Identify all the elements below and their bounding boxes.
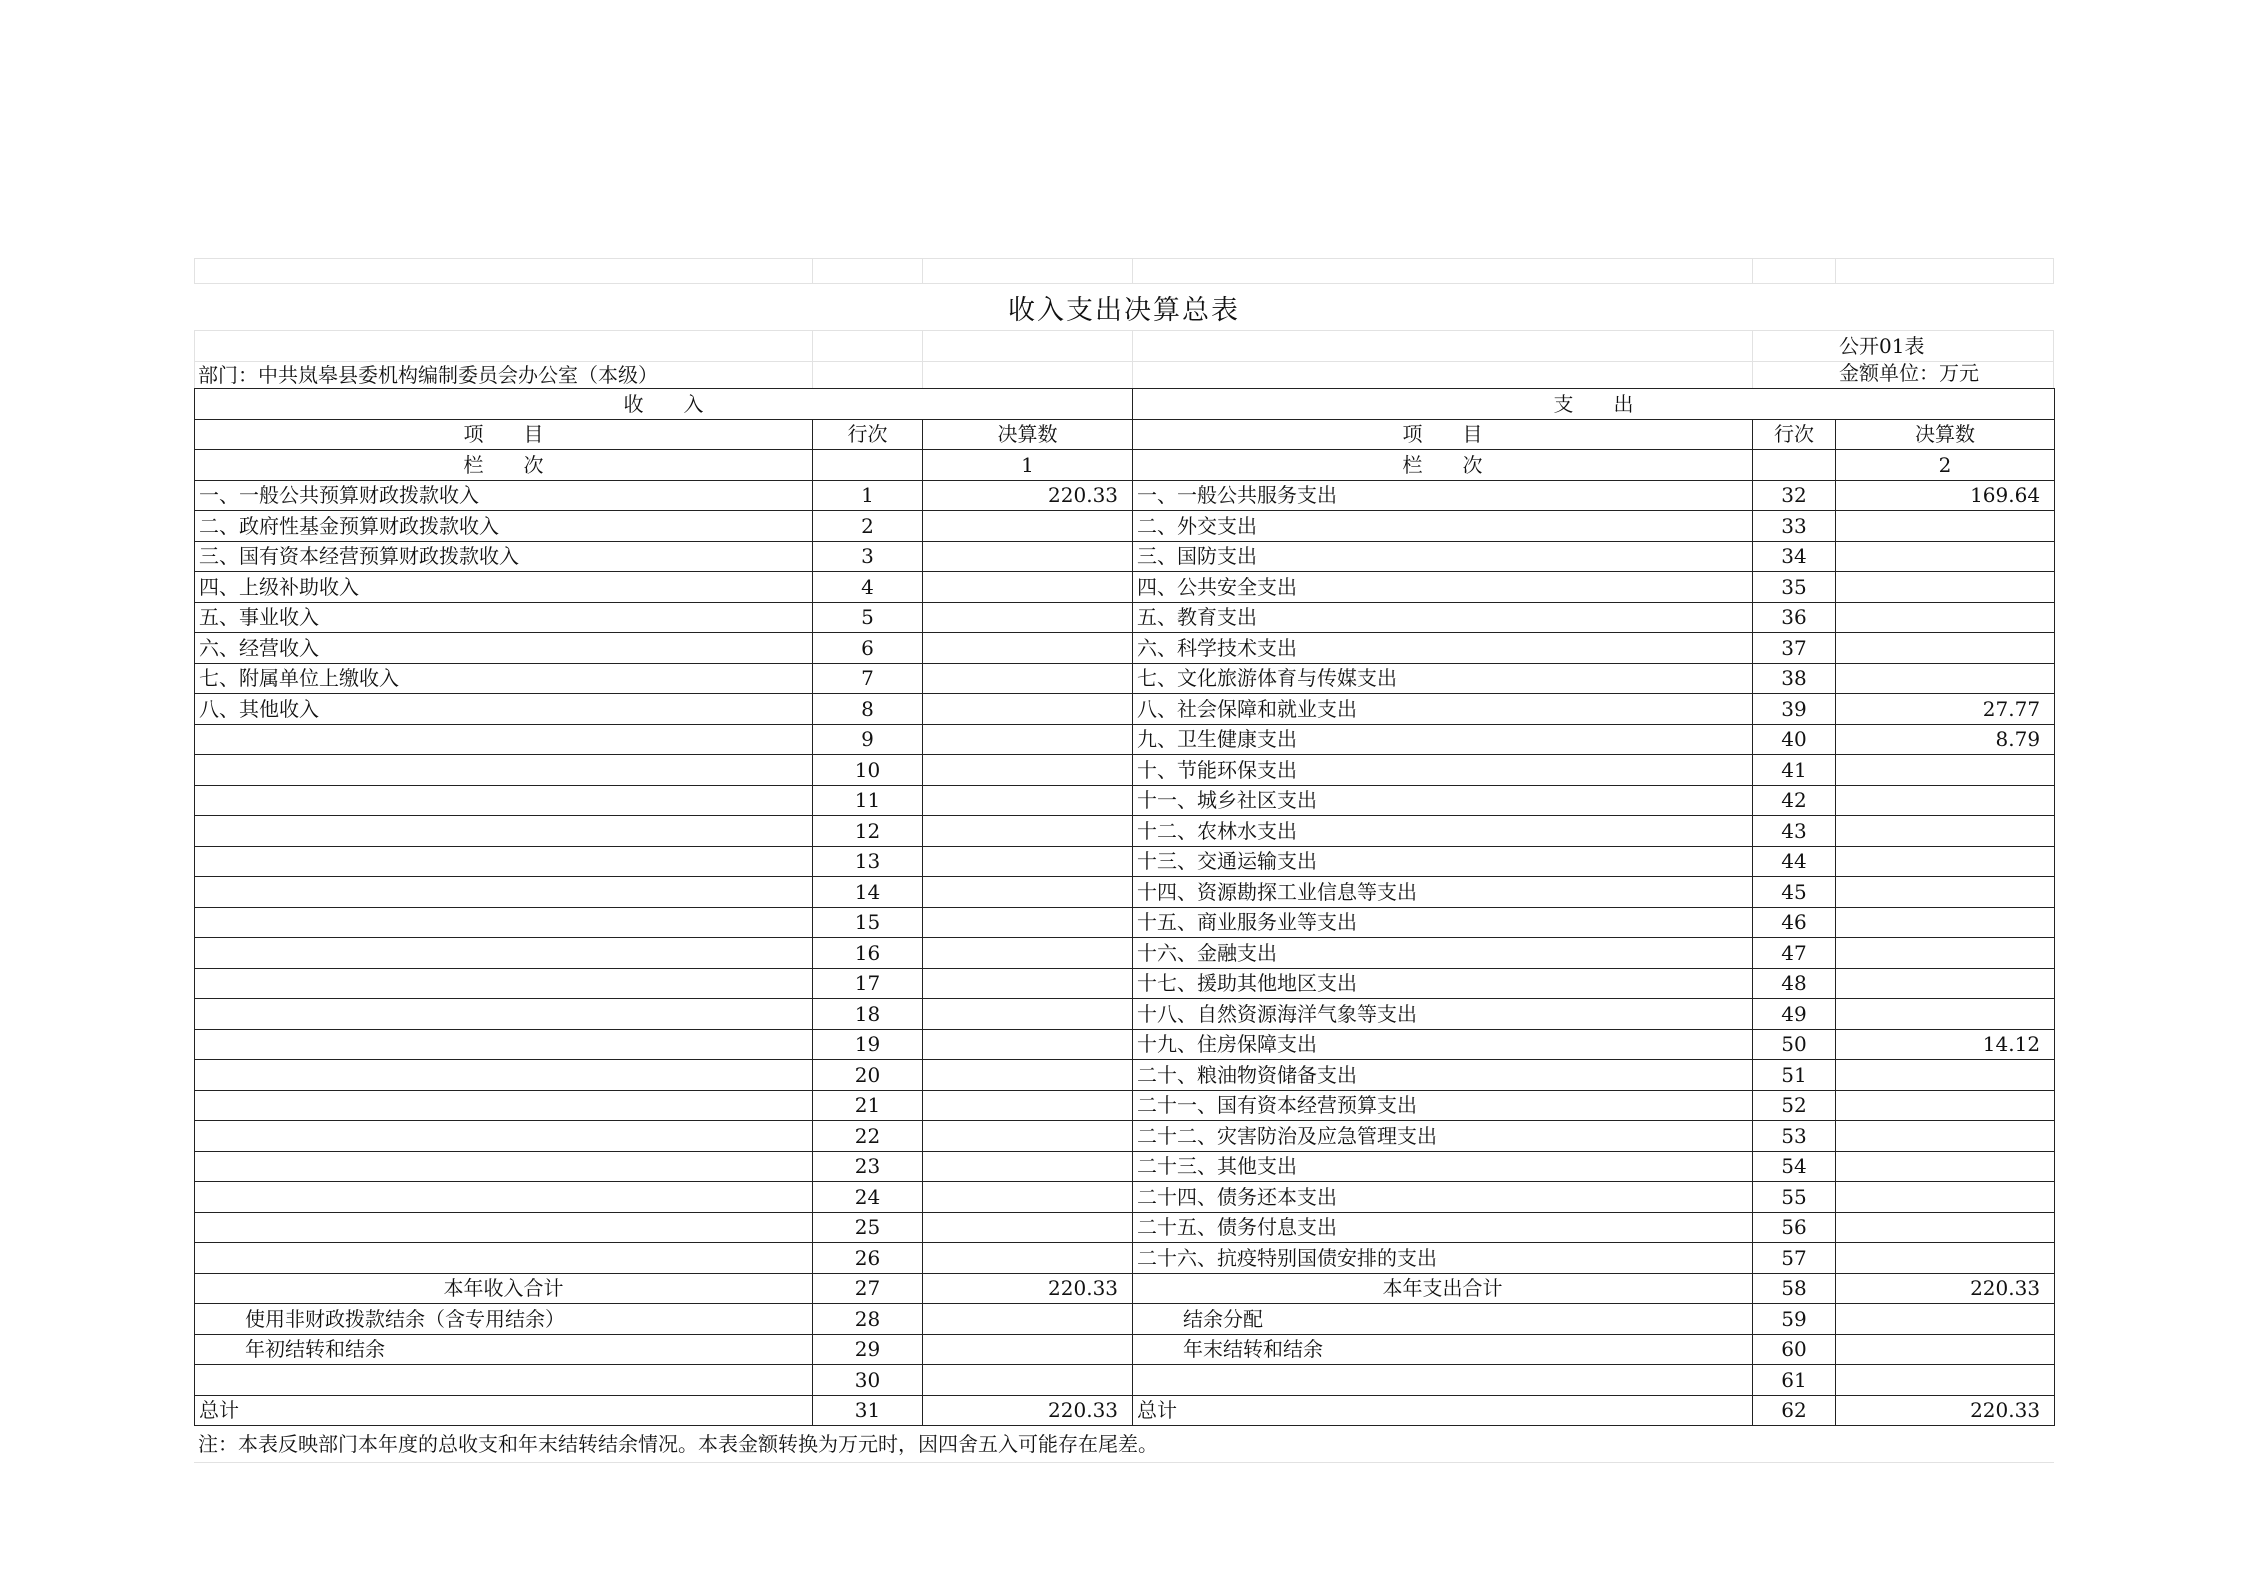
expense-amount bbox=[1836, 663, 2055, 694]
expense-item-name: 七、文化旅游体育与传媒支出 bbox=[1133, 663, 1753, 694]
income-row-number: 15 bbox=[813, 907, 923, 938]
expense-amount bbox=[1836, 877, 2055, 908]
column-header-row bbox=[195, 419, 2055, 450]
income-amount bbox=[923, 816, 1133, 847]
table-row bbox=[195, 663, 2055, 694]
expense-item-name: 十三、交通运输支出 bbox=[1133, 846, 1753, 877]
table-row bbox=[195, 724, 2055, 755]
table-row bbox=[195, 938, 2055, 969]
income-item-name bbox=[195, 938, 813, 969]
table-row bbox=[195, 480, 2055, 511]
table-row bbox=[195, 572, 2055, 603]
income-row-number: 13 bbox=[813, 846, 923, 877]
income-item-name bbox=[195, 724, 813, 755]
blank-top-row bbox=[194, 258, 2054, 283]
expense-row-number: 41 bbox=[1753, 755, 1836, 786]
income-amount bbox=[923, 541, 1133, 572]
income-amount bbox=[923, 1334, 1133, 1365]
income-item-name: 一、一般公共预算财政拨款收入 bbox=[195, 480, 813, 511]
expense-row-number: 34 bbox=[1753, 541, 1836, 572]
income-amount bbox=[923, 1060, 1133, 1091]
income-item-name: 二、政府性基金预算财政拨款收入 bbox=[195, 511, 813, 542]
income-amount bbox=[923, 1212, 1133, 1243]
expense-amount: 220.33 bbox=[1836, 1395, 2055, 1426]
expense-row-number: 36 bbox=[1753, 602, 1836, 633]
expense-row-number: 42 bbox=[1753, 785, 1836, 816]
income-item-name: 本年收入合计 bbox=[195, 1273, 813, 1304]
expense-row-number: 48 bbox=[1753, 968, 1836, 999]
income-row-number: 8 bbox=[813, 694, 923, 725]
table-row bbox=[195, 1060, 2055, 1091]
expense-item-name: 十九、住房保障支出 bbox=[1133, 1029, 1753, 1060]
income-row-number: 29 bbox=[813, 1334, 923, 1365]
expense-amount bbox=[1836, 907, 2055, 938]
expense-amount bbox=[1836, 785, 2055, 816]
expense-row-number: 45 bbox=[1753, 877, 1836, 908]
income-row-number: 31 bbox=[813, 1395, 923, 1426]
table-row bbox=[195, 602, 2055, 633]
expense-amount bbox=[1836, 1090, 2055, 1121]
expense-item-name: 二十二、灾害防治及应急管理支出 bbox=[1133, 1121, 1753, 1152]
expense-row-number: 40 bbox=[1753, 724, 1836, 755]
expense-item-name: 年末结转和结余 bbox=[1133, 1334, 1753, 1365]
table-row bbox=[195, 1273, 2055, 1304]
income-amount bbox=[923, 1243, 1133, 1274]
expense-amount bbox=[1836, 846, 2055, 877]
income-row-number: 7 bbox=[813, 663, 923, 694]
expense-amount bbox=[1836, 1121, 2055, 1152]
expense-column-number: 2 bbox=[1836, 450, 2055, 481]
table-row bbox=[195, 968, 2055, 999]
expense-item-name: 十七、援助其他地区支出 bbox=[1133, 968, 1753, 999]
expense-item-name: 二十五、债务付息支出 bbox=[1133, 1212, 1753, 1243]
expense-section-header: 支 出 bbox=[1133, 389, 2055, 420]
table-row bbox=[195, 541, 2055, 572]
table-row bbox=[195, 755, 2055, 786]
expense-row-number: 46 bbox=[1753, 907, 1836, 938]
expense-amount bbox=[1836, 572, 2055, 603]
department-label: 部门：中共岚皋县委机构编制委员会办公室（本级） bbox=[198, 363, 658, 387]
table-row bbox=[195, 1395, 2055, 1426]
table-row bbox=[195, 511, 2055, 542]
income-row-number: 10 bbox=[813, 755, 923, 786]
expense-item-name: 六、科学技术支出 bbox=[1133, 633, 1753, 664]
income-item-name bbox=[195, 1365, 813, 1396]
expense-amount bbox=[1836, 1212, 2055, 1243]
income-row-number: 18 bbox=[813, 999, 923, 1030]
expense-amount bbox=[1836, 999, 2055, 1030]
expense-item-name: 十二、农林水支出 bbox=[1133, 816, 1753, 847]
form-code: 公开01表 bbox=[1839, 334, 1925, 358]
income-item-name bbox=[195, 1212, 813, 1243]
expense-row-number: 44 bbox=[1753, 846, 1836, 877]
report-sheet bbox=[194, 258, 2054, 1463]
expense-item-name: 二、外交支出 bbox=[1133, 511, 1753, 542]
expense-item-name: 十五、商业服务业等支出 bbox=[1133, 907, 1753, 938]
income-row-number: 16 bbox=[813, 938, 923, 969]
income-amount bbox=[923, 846, 1133, 877]
income-amount bbox=[923, 633, 1133, 664]
income-item-name: 六、经营收入 bbox=[195, 633, 813, 664]
expense-amount bbox=[1836, 633, 2055, 664]
expense-row-number: 54 bbox=[1753, 1151, 1836, 1182]
expense-row-number: 52 bbox=[1753, 1090, 1836, 1121]
expense-row-number: 47 bbox=[1753, 938, 1836, 969]
income-row-number: 2 bbox=[813, 511, 923, 542]
footnote: 注：本表反映部门本年度的总收支和年末结转结余情况。本表金额转换为万元时，因四舍五入可能存在尾差。 bbox=[194, 1426, 2054, 1463]
expense-amount: 8.79 bbox=[1836, 724, 2055, 755]
expense-row-number: 61 bbox=[1753, 1365, 1836, 1396]
department-row bbox=[194, 361, 2054, 388]
table-row bbox=[195, 1334, 2055, 1365]
expense-amount bbox=[1836, 1182, 2055, 1213]
income-amount bbox=[923, 877, 1133, 908]
expense-amount bbox=[1836, 755, 2055, 786]
expense-row-number: 50 bbox=[1753, 1029, 1836, 1060]
income-item-name bbox=[195, 1182, 813, 1213]
expense-amount bbox=[1836, 511, 2055, 542]
income-amount bbox=[923, 724, 1133, 755]
income-item-name: 年初结转和结余 bbox=[195, 1334, 813, 1365]
expense-item-name: 三、国防支出 bbox=[1133, 541, 1753, 572]
income-row-number: 4 bbox=[813, 572, 923, 603]
income-amount bbox=[923, 572, 1133, 603]
income-item-name bbox=[195, 907, 813, 938]
expense-item-name: 二十一、国有资本经营预算支出 bbox=[1133, 1090, 1753, 1121]
income-amount: 220.33 bbox=[923, 480, 1133, 511]
expense-amount bbox=[1836, 602, 2055, 633]
expense-row-number: 39 bbox=[1753, 694, 1836, 725]
expense-row-number: 51 bbox=[1753, 1060, 1836, 1091]
income-amount bbox=[923, 938, 1133, 969]
expense-item-name: 一、一般公共服务支出 bbox=[1133, 480, 1753, 511]
table-row bbox=[195, 1182, 2055, 1213]
expense-amount bbox=[1836, 541, 2055, 572]
expense-column-blank bbox=[1753, 450, 1836, 481]
table-row bbox=[195, 1121, 2055, 1152]
table-row bbox=[195, 633, 2055, 664]
income-row-number: 27 bbox=[813, 1273, 923, 1304]
income-item-name bbox=[195, 1121, 813, 1152]
expense-amount bbox=[1836, 938, 2055, 969]
income-row-number: 14 bbox=[813, 877, 923, 908]
expense-row-number: 35 bbox=[1753, 572, 1836, 603]
income-item-name bbox=[195, 1151, 813, 1182]
expense-item-name: 八、社会保障和就业支出 bbox=[1133, 694, 1753, 725]
income-amount bbox=[923, 1121, 1133, 1152]
expense-amount-header: 决算数 bbox=[1836, 419, 2055, 450]
expense-item-name: 十六、金融支出 bbox=[1133, 938, 1753, 969]
income-item-name bbox=[195, 755, 813, 786]
income-row-number: 12 bbox=[813, 816, 923, 847]
expense-item-name: 十、节能环保支出 bbox=[1133, 755, 1753, 786]
column-index-row bbox=[195, 450, 2055, 481]
expense-amount bbox=[1836, 1151, 2055, 1182]
income-row-number: 21 bbox=[813, 1090, 923, 1121]
expense-row-number: 55 bbox=[1753, 1182, 1836, 1213]
table-row bbox=[195, 907, 2055, 938]
expense-amount bbox=[1836, 1304, 2055, 1335]
income-item-name: 三、国有资本经营预算财政拨款收入 bbox=[195, 541, 813, 572]
expense-item-name: 二十六、抗疫特别国债安排的支出 bbox=[1133, 1243, 1753, 1274]
report-title: 收入支出决算总表 bbox=[194, 283, 2054, 330]
expense-row-number: 49 bbox=[1753, 999, 1836, 1030]
income-row-number: 6 bbox=[813, 633, 923, 664]
income-amount bbox=[923, 1365, 1133, 1396]
income-expense-table bbox=[194, 388, 2055, 1426]
income-row-number: 17 bbox=[813, 968, 923, 999]
table-row bbox=[195, 1243, 2055, 1274]
expense-row-number: 43 bbox=[1753, 816, 1836, 847]
income-row-number: 22 bbox=[813, 1121, 923, 1152]
income-row-number: 19 bbox=[813, 1029, 923, 1060]
income-amount bbox=[923, 602, 1133, 633]
expense-item-name: 二十三、其他支出 bbox=[1133, 1151, 1753, 1182]
income-item-name: 使用非财政拨款结余（含专用结余） bbox=[195, 1304, 813, 1335]
income-column-blank bbox=[813, 450, 923, 481]
income-row-number: 25 bbox=[813, 1212, 923, 1243]
income-item-name bbox=[195, 785, 813, 816]
income-row-number: 26 bbox=[813, 1243, 923, 1274]
income-amount bbox=[923, 663, 1133, 694]
expense-row-number: 58 bbox=[1753, 1273, 1836, 1304]
income-item-name: 四、上级补助收入 bbox=[195, 572, 813, 603]
expense-row-number: 62 bbox=[1753, 1395, 1836, 1426]
form-code-row bbox=[194, 330, 2054, 361]
expense-item-name: 十四、资源勘探工业信息等支出 bbox=[1133, 877, 1753, 908]
income-amount bbox=[923, 907, 1133, 938]
income-row-number: 24 bbox=[813, 1182, 923, 1213]
expense-amount bbox=[1836, 1243, 2055, 1274]
table-row bbox=[195, 1212, 2055, 1243]
income-amount bbox=[923, 1090, 1133, 1121]
expense-amount: 27.77 bbox=[1836, 694, 2055, 725]
expense-amount bbox=[1836, 816, 2055, 847]
table-row bbox=[195, 816, 2055, 847]
expense-item-name: 五、教育支出 bbox=[1133, 602, 1753, 633]
income-item-name bbox=[195, 999, 813, 1030]
table-row bbox=[195, 1090, 2055, 1121]
income-item-name bbox=[195, 1090, 813, 1121]
income-item-name bbox=[195, 968, 813, 999]
table-row bbox=[195, 1151, 2055, 1182]
expense-item-name: 二十四、债务还本支出 bbox=[1133, 1182, 1753, 1213]
expense-item-name: 十一、城乡社区支出 bbox=[1133, 785, 1753, 816]
expense-amount bbox=[1836, 1334, 2055, 1365]
income-amount-header: 决算数 bbox=[923, 419, 1133, 450]
unit-label: 金额单位：万元 bbox=[1839, 361, 1979, 385]
income-row-number: 1 bbox=[813, 480, 923, 511]
income-amount bbox=[923, 511, 1133, 542]
expense-row-no-header: 行次 bbox=[1753, 419, 1836, 450]
income-item-name: 总计 bbox=[195, 1395, 813, 1426]
income-row-number: 9 bbox=[813, 724, 923, 755]
income-item-name bbox=[195, 1243, 813, 1274]
expense-column-label: 栏 次 bbox=[1133, 450, 1753, 481]
expense-row-number: 57 bbox=[1753, 1243, 1836, 1274]
expense-amount: 14.12 bbox=[1836, 1029, 2055, 1060]
expense-item-name: 九、卫生健康支出 bbox=[1133, 724, 1753, 755]
table-row bbox=[195, 1304, 2055, 1335]
income-item-name: 七、附属单位上缴收入 bbox=[195, 663, 813, 694]
income-row-number: 30 bbox=[813, 1365, 923, 1396]
expense-item-name: 总计 bbox=[1133, 1395, 1753, 1426]
table-row bbox=[195, 1365, 2055, 1396]
income-row-number: 28 bbox=[813, 1304, 923, 1335]
expense-amount bbox=[1836, 968, 2055, 999]
income-row-number: 23 bbox=[813, 1151, 923, 1182]
expense-row-number: 59 bbox=[1753, 1304, 1836, 1335]
income-row-number: 20 bbox=[813, 1060, 923, 1091]
income-item-header: 项 目 bbox=[195, 419, 813, 450]
expense-row-number: 37 bbox=[1753, 633, 1836, 664]
income-amount bbox=[923, 968, 1133, 999]
income-item-name: 五、事业收入 bbox=[195, 602, 813, 633]
income-amount: 220.33 bbox=[923, 1395, 1133, 1426]
expense-item-name: 二十、粮油物资储备支出 bbox=[1133, 1060, 1753, 1091]
expense-amount bbox=[1836, 1060, 2055, 1091]
expense-item-name: 四、公共安全支出 bbox=[1133, 572, 1753, 603]
expense-amount bbox=[1836, 1365, 2055, 1396]
income-amount bbox=[923, 755, 1133, 786]
table-row bbox=[195, 999, 2055, 1030]
income-item-name bbox=[195, 846, 813, 877]
table-row bbox=[195, 694, 2055, 725]
expense-row-number: 53 bbox=[1753, 1121, 1836, 1152]
income-item-name bbox=[195, 1060, 813, 1091]
expense-item-name: 结余分配 bbox=[1133, 1304, 1753, 1335]
income-row-number: 3 bbox=[813, 541, 923, 572]
expense-item-name: 本年支出合计 bbox=[1133, 1273, 1753, 1304]
table-row bbox=[195, 877, 2055, 908]
income-amount bbox=[923, 785, 1133, 816]
expense-amount: 220.33 bbox=[1836, 1273, 2055, 1304]
table-row bbox=[195, 846, 2055, 877]
income-row-number: 11 bbox=[813, 785, 923, 816]
income-row-no-header: 行次 bbox=[813, 419, 923, 450]
expense-item-name: 十八、自然资源海洋气象等支出 bbox=[1133, 999, 1753, 1030]
income-item-name bbox=[195, 816, 813, 847]
income-amount: 220.33 bbox=[923, 1273, 1133, 1304]
expense-row-number: 33 bbox=[1753, 511, 1836, 542]
income-item-name: 八、其他收入 bbox=[195, 694, 813, 725]
income-column-number: 1 bbox=[923, 450, 1133, 481]
expense-amount: 169.64 bbox=[1836, 480, 2055, 511]
income-amount bbox=[923, 999, 1133, 1030]
income-item-name bbox=[195, 877, 813, 908]
income-section-header: 收 入 bbox=[195, 389, 1133, 420]
income-amount bbox=[923, 1182, 1133, 1213]
income-item-name bbox=[195, 1029, 813, 1060]
table-row bbox=[195, 785, 2055, 816]
expense-row-number: 60 bbox=[1753, 1334, 1836, 1365]
section-header-row bbox=[195, 389, 2055, 420]
table-row bbox=[195, 1029, 2055, 1060]
income-amount bbox=[923, 1029, 1133, 1060]
income-column-label: 栏 次 bbox=[195, 450, 813, 481]
expense-item-header: 项 目 bbox=[1133, 419, 1753, 450]
income-row-number: 5 bbox=[813, 602, 923, 633]
expense-item-name bbox=[1133, 1365, 1753, 1396]
income-amount bbox=[923, 1151, 1133, 1182]
expense-row-number: 32 bbox=[1753, 480, 1836, 511]
income-amount bbox=[923, 694, 1133, 725]
income-amount bbox=[923, 1304, 1133, 1335]
expense-row-number: 38 bbox=[1753, 663, 1836, 694]
expense-row-number: 56 bbox=[1753, 1212, 1836, 1243]
